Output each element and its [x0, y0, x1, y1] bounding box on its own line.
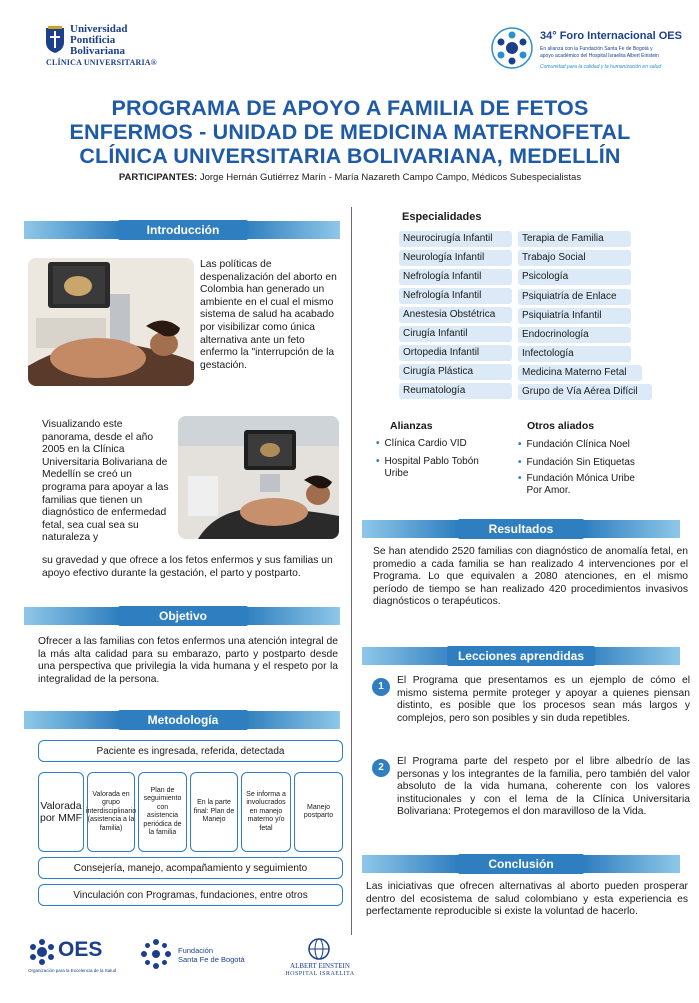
otro-aliado-0 [518, 439, 668, 451]
otro-aliado-1-label: Fundación Sin Etiquetas [526, 457, 635, 468]
leccion-text-1: El Programa que presentamos es un ejemplo de cómo el mismo sistema permite proteger y apoyar a quienes piensan distinto, es posible que los procesos sean más largos y complejos, pero son posibles y sin duda repetibles. [397, 675, 690, 724]
conclusion-text: Las iniciativas que ofrecen alternativas al aborto pueden prosperar dentro del ecosistema de salud colombiano y esta experiencia es perfectamente reproducible si existe la voluntad de hacerlo. [366, 881, 688, 918]
leccion-number-2: 2 [372, 759, 390, 777]
objetivo-text: Ofrecer a las familias con fetos enfermos una atención integral de la más alta calidad para su embarazo, parto y postparto desde una perspectiva que privilegia la vida humana y el respeto por la integralidad de la persona. [38, 636, 338, 685]
einstein-line2: HOSPITAL ISRAELITA [285, 971, 355, 977]
title-line1: PROGRAMA DE APOYO A FAMILIA DE FETOS [111, 96, 589, 120]
fsfb-star-icon [140, 938, 172, 970]
spec-left-1: Neurología Infantil [399, 250, 512, 266]
method-box-informa: Se informa a involucrados en manejo materno y/o fetal [241, 772, 291, 852]
einstein-footer-logo [280, 938, 370, 982]
fsfb-line1: Fundación [178, 946, 214, 955]
fsfb-line2: Santa Fe de Bogotá [178, 955, 245, 964]
einstein-globe-icon [308, 938, 330, 960]
method-box-final: En la parte final: Plan de Manejo [190, 772, 238, 852]
otro-aliado-1 [518, 457, 668, 469]
metodologia-heading: Metodología [118, 710, 248, 730]
spec-right-0: Terapia de Familia [518, 231, 631, 247]
alianza-item-1 [376, 456, 486, 480]
spec-left-2: Nefrología Infantil [399, 269, 512, 285]
spec-right-7: Medicina Materno Fetal [518, 365, 642, 381]
spec-right-5: Endocrinología [518, 327, 631, 343]
einstein-line1: ALBERT EINSTEIN [290, 962, 350, 970]
spec-left-3: Nefrología Infantil [399, 288, 512, 304]
alianza-item-1-label: Hospital Pablo Tobón Uribe [384, 456, 479, 479]
spec-left-6: Ortopedia Infantil [399, 345, 512, 361]
oes-footer-name: OES [58, 938, 103, 961]
column-divider [351, 207, 352, 935]
spec-right-6: Infectología [518, 346, 631, 362]
intro-paragraph-2b: su gravedad y que ofrece a los fetos enfermos y sus familias un apoyo efectivo durante la gestación, el parto y postparto. [42, 555, 333, 579]
fsfb-footer-logo [140, 938, 250, 974]
poster-title [20, 96, 680, 168]
upb-shield-icon [44, 26, 66, 54]
forum-line2: apoyo académico del Hospital Israelita Albert Einstein [540, 53, 659, 59]
method-box-postparto: Manejo postparto [294, 772, 343, 852]
upb-logo [44, 22, 157, 70]
conclusion-heading: Conclusión [458, 854, 584, 874]
bullet-icon: • [518, 439, 522, 450]
forum-logo [490, 26, 690, 76]
upb-subtitle: CLÍNICA UNIVERSITARIA® [46, 58, 157, 67]
bullet-icon: • [376, 456, 380, 467]
ultrasound-photo-1 [28, 258, 194, 386]
leccion-text-2: El Programa parte del respeto por el libre albedrío de las personas y los integrantes de la familia, pero también del valor absoluto de la vida humana, coherente con los valores institucionales y con el lema de la Clínica Universitaria Bolivariana: Protegemos el don maravilloso de la Vida. [397, 756, 690, 818]
spec-left-0: Neurocirugía Infantil [399, 231, 512, 247]
upb-name-line2: Pontificia [70, 34, 116, 46]
otro-aliado-0-label: Fundación Clínica Noel [526, 439, 630, 450]
spec-right-3: Psiquiatría de Enlace [518, 289, 631, 305]
intro-paragraph-1: Las políticas de despenalización del aborto en Colombia han generado un ambiente en el cual el mismo sistema de salud ha acabado por visibilizar como única alternativa ante un feto enfermo la "interrupción de la gestación. [200, 259, 337, 371]
upb-name-line1: Universidad [70, 23, 128, 35]
spec-left-7: Cirugía Plástica [399, 364, 512, 380]
spec-left-5: Cirugía Infantil [399, 326, 512, 342]
participants-label: PARTICIPANTES: [118, 172, 198, 183]
forum-line1: En alianza con la Fundación Santa Fe de Bogotá y [540, 46, 653, 52]
bullet-icon: • [518, 457, 522, 468]
title-line3: CLÍNICA UNIVERSITARIA BOLIVARIANA, MEDELLÍN [79, 144, 621, 168]
ultrasound-photo-2 [178, 416, 339, 539]
otros-aliados-heading: Otros aliados [527, 420, 595, 432]
spec-left-4: Anestesia Obstétrica [399, 307, 512, 323]
ultrasound-photo-1-image [28, 258, 194, 386]
spec-right-2: Psicología [518, 269, 631, 285]
intro-heading: Introducción [118, 220, 248, 240]
method-step-vinculacion: Vinculación con Programas, fundaciones, entre otros [38, 884, 343, 906]
spec-left-8: Reumatología [399, 383, 512, 399]
otro-aliado-2-label: Fundación Mónica Uribe Por Amor. [526, 473, 635, 496]
oes-globe-icon [490, 26, 534, 70]
ultrasound-photo-2-image [178, 416, 339, 539]
upb-name-line3: Bolivariana [70, 45, 126, 57]
otro-aliado-2 [518, 473, 648, 497]
method-box-mmf: Valorada por MMF [38, 772, 84, 852]
oes-footer-sub: Organización para la Excelencia de la Salud [28, 968, 117, 973]
objetivo-heading: Objetivo [118, 606, 248, 626]
method-step-consejeria: Consejería, manejo, acompañamiento y seguimiento [38, 857, 343, 879]
oes-footer-logo [28, 936, 117, 980]
forum-tagline: Comunidad para la calidad y la humanización en salud [540, 64, 662, 70]
bullet-icon: • [376, 438, 380, 449]
alianzas-heading: Alianzas [390, 420, 433, 432]
method-box-plan: Plan de seguimiento con asistencia periódica de la familia [138, 772, 187, 852]
method-box-grupo: Valorada en grupo interdisciplinario (asistencia a la familia) [87, 772, 135, 852]
alianza-item-0 [376, 438, 496, 450]
spec-right-4: Psiquiatría Infantil [518, 308, 631, 324]
bullet-icon: • [518, 473, 522, 484]
method-step-ingreso: Paciente es ingresada, referida, detectada [38, 740, 343, 762]
participants-names: Jorge Hernán Gutiérrez Marín - María Nazareth Campo Campo, Médicos Subespecialistas [199, 172, 582, 183]
spec-right-8: Grupo de Vía Aérea Difícil [518, 384, 652, 400]
spec-right-1: Trabajo Social [518, 250, 631, 266]
resultados-heading: Resultados [458, 519, 584, 539]
alianza-item-0-label: Clínica Cardio VID [384, 438, 467, 449]
leccion-number-1: 1 [372, 678, 390, 696]
intro-paragraph-2a: Visualizando este panorama, desde el año 2005 en la Clínica Universitaria Bolivariana de Medellín se creó un programa para apoyar a las familias que tienen un diagnóstico de enfermedad fetal, sea cual sea su naturaleza y [42, 419, 169, 544]
resultados-text: Se han atendido 2520 familias con diagnóstico de anomalía fetal, en promedio a cada familia se han realizado 4 intervenciones por el Programa. Lo que equivalen a 2080 atenciones, en el mismo período de tiempo se han realizado 420 procedimientos invasivos diagnósticos o terapéuticos. [373, 546, 688, 608]
forum-title: 34° Foro Internacional OES [540, 30, 682, 42]
especialidades-heading: Especialidades [402, 211, 482, 223]
lecciones-heading: Lecciones aprendidas [447, 646, 595, 666]
oes-dots-icon [28, 938, 56, 966]
participants [20, 172, 680, 183]
title-line2: ENFERMOS - UNIDAD DE MEDICINA MATERNOFETAL [69, 120, 631, 144]
